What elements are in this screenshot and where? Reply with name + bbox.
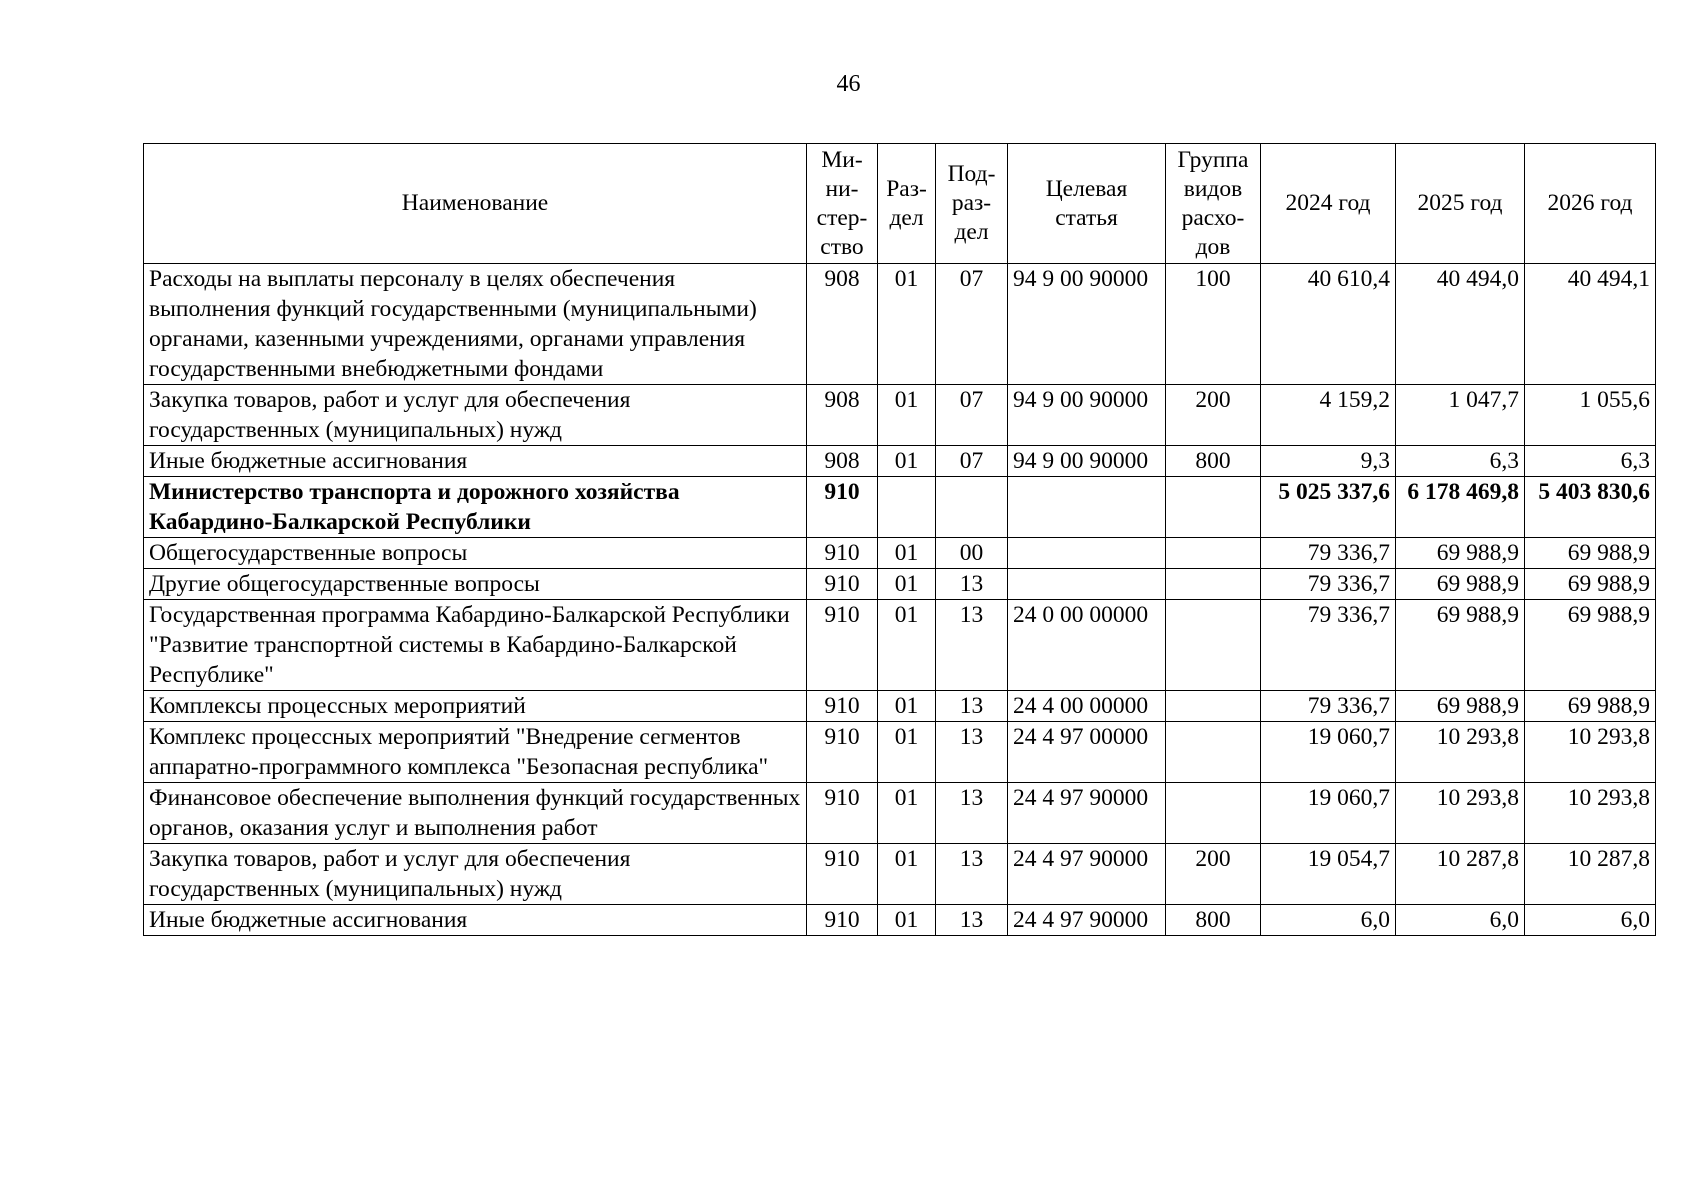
table-row: [144, 385, 1656, 446]
cell-2025: 69 988,9: [1396, 691, 1525, 722]
cell-subsection: 13: [936, 905, 1008, 936]
cell-2024: 79 336,7: [1261, 569, 1396, 600]
cell-ministry: 910: [807, 477, 878, 538]
table-row: [144, 477, 1656, 538]
cell-2025: 10 287,8: [1396, 844, 1525, 905]
cell-2025: 6,0: [1396, 905, 1525, 936]
cell-2026: 69 988,9: [1525, 538, 1656, 569]
cell-ministry: 910: [807, 691, 878, 722]
cell-section: 01: [878, 264, 936, 385]
table-row: [144, 569, 1656, 600]
cell-target-article: 94 9 00 90000: [1008, 264, 1166, 385]
cell-2026: 69 988,9: [1525, 600, 1656, 691]
header-line: Под-: [947, 161, 996, 187]
cell-2025: 69 988,9: [1396, 600, 1525, 691]
cell-name: Финансовое обеспечение выполнения функций государственных органов, оказания услуг и выполнения работ: [144, 783, 807, 844]
page-number: 46: [836, 71, 861, 97]
cell-2025: 10 293,8: [1396, 722, 1525, 783]
header-name: Наименование: [144, 144, 807, 264]
cell-section: 01: [878, 600, 936, 691]
cell-section: 01: [878, 446, 936, 477]
table-row: [144, 722, 1656, 783]
cell-2024: 6,0: [1261, 905, 1396, 936]
table-row: [144, 844, 1656, 905]
cell-subsection: 07: [936, 446, 1008, 477]
cell-name: Иные бюджетные ассигнования: [144, 905, 807, 936]
cell-subsection: 13: [936, 783, 1008, 844]
cell-section: 01: [878, 844, 936, 905]
header-line: Целевая: [1045, 175, 1128, 202]
cell-ministry: 908: [807, 264, 878, 385]
table-row: [144, 691, 1656, 722]
cell-expense-group: [1166, 600, 1261, 691]
cell-expense-group: 200: [1166, 385, 1261, 446]
cell-ministry: 910: [807, 600, 878, 691]
cell-name: Государственная программа Кабардино-Балкарской Республики "Развитие транспортной системы в Кабардино-Балкарской Республике": [144, 600, 807, 691]
cell-ministry: 910: [807, 569, 878, 600]
cell-2024: 9,3: [1261, 446, 1396, 477]
cell-name: Комплекс процессных мероприятий "Внедрение сегментов аппаратно-программного комплекса "Безопасная республика": [144, 722, 807, 783]
cell-name: Другие общегосударственные вопросы: [144, 569, 807, 600]
cell-subsection: 13: [936, 722, 1008, 783]
header-line: дел: [889, 204, 924, 231]
cell-expense-group: 800: [1166, 905, 1261, 936]
header-line: статья: [1055, 204, 1118, 231]
cell-expense-group: 100: [1166, 264, 1261, 385]
cell-2026: 10 287,8: [1525, 844, 1656, 905]
cell-name: Министерство транспорта и дорожного хозяйства Кабардино-Балкарской Республики: [144, 477, 807, 538]
cell-2024: 79 336,7: [1261, 538, 1396, 569]
cell-subsection: 13: [936, 844, 1008, 905]
header-subsection: [936, 144, 1008, 264]
table-row: [144, 264, 1656, 385]
header-ministry: [807, 144, 878, 264]
cell-2026: 5 403 830,6: [1525, 477, 1656, 538]
header-line: Группа: [1177, 146, 1249, 173]
header-line: Раз-: [886, 175, 927, 202]
cell-target-article: 24 0 00 00000: [1008, 600, 1166, 691]
header-line: дел: [954, 219, 989, 245]
cell-section: [878, 477, 936, 538]
cell-subsection: 13: [936, 569, 1008, 600]
cell-subsection: 13: [936, 600, 1008, 691]
cell-expense-group: [1166, 783, 1261, 844]
cell-subsection: 07: [936, 264, 1008, 385]
cell-ministry: 910: [807, 538, 878, 569]
cell-2026: 10 293,8: [1525, 722, 1656, 783]
header-section: [878, 144, 936, 264]
cell-expense-group: [1166, 477, 1261, 538]
cell-ministry: 910: [807, 905, 878, 936]
cell-target-article: [1008, 477, 1166, 538]
header-line: дов: [1195, 233, 1231, 260]
cell-target-article: 24 4 97 00000: [1008, 722, 1166, 783]
cell-name: Комплексы процессных мероприятий: [144, 691, 807, 722]
cell-section: 01: [878, 691, 936, 722]
cell-2024: 19 060,7: [1261, 722, 1396, 783]
cell-ministry: 908: [807, 446, 878, 477]
cell-2026: 6,3: [1525, 446, 1656, 477]
cell-target-article: 94 9 00 90000: [1008, 385, 1166, 446]
cell-target-article: [1008, 569, 1166, 600]
header-line: расхо-: [1181, 204, 1245, 231]
cell-2026: 69 988,9: [1525, 569, 1656, 600]
header-line: ство: [820, 233, 864, 260]
cell-2025: 69 988,9: [1396, 538, 1525, 569]
header-line: стер-: [816, 204, 868, 231]
cell-2024: 40 610,4: [1261, 264, 1396, 385]
cell-ministry: 908: [807, 385, 878, 446]
cell-target-article: 24 4 97 90000: [1008, 905, 1166, 936]
cell-expense-group: 800: [1166, 446, 1261, 477]
table-row: [144, 600, 1656, 691]
cell-name: Закупка товаров, работ и услуг для обеспечения государственных (муниципальных) нужд: [144, 844, 807, 905]
cell-target-article: 24 4 00 00000: [1008, 691, 1166, 722]
cell-2024: 19 060,7: [1261, 783, 1396, 844]
cell-subsection: 07: [936, 385, 1008, 446]
header-line: раз-: [951, 190, 992, 216]
cell-expense-group: [1166, 722, 1261, 783]
cell-2026: 40 494,1: [1525, 264, 1656, 385]
table-row: [144, 905, 1656, 936]
cell-expense-group: [1166, 569, 1261, 600]
cell-2025: 6,3: [1396, 446, 1525, 477]
cell-2025: 10 293,8: [1396, 783, 1525, 844]
cell-expense-group: [1166, 691, 1261, 722]
cell-expense-group: 200: [1166, 844, 1261, 905]
cell-target-article: [1008, 538, 1166, 569]
table-body: [144, 264, 1656, 936]
cell-subsection: 00: [936, 538, 1008, 569]
header-2024: 2024 год: [1261, 144, 1396, 264]
cell-target-article: 24 4 97 90000: [1008, 783, 1166, 844]
cell-2026: 69 988,9: [1525, 691, 1656, 722]
cell-name: Расходы на выплаты персоналу в целях обеспечения выполнения функций государственными (муниципальными) органами, казенными учреждениями, органами управления государственными внебюджетными фондами: [144, 264, 807, 385]
cell-2025: 6 178 469,8: [1396, 477, 1525, 538]
cell-2024: 5 025 337,6: [1261, 477, 1396, 538]
budget-table: [143, 143, 1656, 936]
header-2025: 2025 год: [1396, 144, 1525, 264]
cell-section: 01: [878, 905, 936, 936]
cell-name: Общегосударственные вопросы: [144, 538, 807, 569]
cell-2024: 19 054,7: [1261, 844, 1396, 905]
header-target-article: [1008, 144, 1166, 264]
cell-2024: 79 336,7: [1261, 691, 1396, 722]
cell-2026: 1 055,6: [1525, 385, 1656, 446]
cell-section: 01: [878, 569, 936, 600]
cell-2024: 4 159,2: [1261, 385, 1396, 446]
cell-target-article: 94 9 00 90000: [1008, 446, 1166, 477]
cell-subsection: 13: [936, 691, 1008, 722]
cell-2025: 1 047,7: [1396, 385, 1525, 446]
cell-section: 01: [878, 385, 936, 446]
cell-section: 01: [878, 538, 936, 569]
header-expense-group: [1166, 144, 1261, 264]
cell-subsection: [936, 477, 1008, 538]
table-row: [144, 446, 1656, 477]
cell-name: Закупка товаров, работ и услуг для обеспечения государственных (муниципальных) нужд: [144, 385, 807, 446]
header-line: видов: [1183, 175, 1243, 202]
cell-ministry: 910: [807, 844, 878, 905]
header-2026: 2026 год: [1525, 144, 1656, 264]
cell-section: 01: [878, 722, 936, 783]
header-line: Ми-: [821, 146, 863, 173]
cell-name: Иные бюджетные ассигнования: [144, 446, 807, 477]
cell-2025: 69 988,9: [1396, 569, 1525, 600]
table-row: [144, 538, 1656, 569]
cell-ministry: 910: [807, 722, 878, 783]
cell-expense-group: [1166, 538, 1261, 569]
cell-2024: 79 336,7: [1261, 600, 1396, 691]
cell-ministry: 910: [807, 783, 878, 844]
cell-target-article: 24 4 97 90000: [1008, 844, 1166, 905]
cell-2025: 40 494,0: [1396, 264, 1525, 385]
cell-2026: 6,0: [1525, 905, 1656, 936]
header-line: ни-: [825, 175, 859, 202]
table-header: [144, 144, 1656, 264]
table-row: [144, 783, 1656, 844]
cell-2026: 10 293,8: [1525, 783, 1656, 844]
cell-section: 01: [878, 783, 936, 844]
